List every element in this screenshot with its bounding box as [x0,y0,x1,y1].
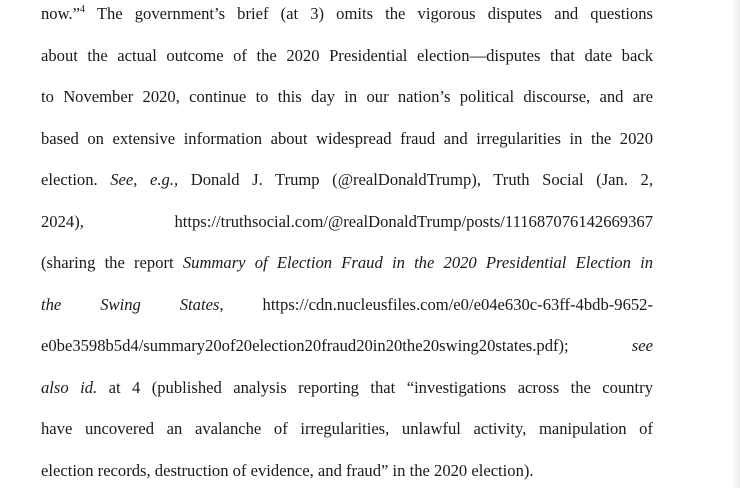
text-span: election. [41,170,111,189]
text-line [41,3,653,25]
text-line [41,128,653,150]
text-span: to November 2020, continue to this day in our nation’s political discourse, and are [41,87,653,106]
text-line [41,211,653,233]
page-edge-shadow [732,0,740,488]
italic-text: also id. [41,377,98,397]
text-span: have uncovered an avalanche of irregularities, unlawful activity, manipulation of [41,419,653,438]
text-line [41,377,653,399]
text-span: Donald J. Trump (@realDonaldTrump), Truth Social (Jan. 2, [178,170,653,189]
text-line [41,169,653,191]
text-line [41,460,653,482]
italic-text: see [631,336,653,355]
text-line [41,252,653,274]
text-span: about the actual outcome of the 2020 Presidential election—disputes that date back [41,45,653,65]
text-span: election records, destruction of evidence, and fraud” in the 2020 election). [41,460,534,480]
text-line [41,335,653,357]
text-span: (sharing the report [41,253,183,272]
text-line [41,294,653,316]
text-span: e0be3598b5d4/summary20of20election20fraud20in20the20swing20states.pdf); [41,336,632,355]
text-span: The government’s brief (at 3) omits the vigorous disputes and questions [85,4,653,23]
italic-text: the Swing States [41,294,220,314]
text-span: 2024), https://truthsocial.com/@realDonaldTrump/posts/111687076142669367 [41,211,653,231]
text-span: at 4 (published analysis reporting that “investigations across the country [97,377,653,397]
text-line [41,45,653,67]
text-line [41,418,653,440]
text-span: based on extensive information about widespread fraud and irregularities in the 2020 [41,128,653,148]
italic-text: Summary of Election Fraud in the 2020 Presidential Election in [182,253,653,272]
text-span: , https://cdn.nucleusfiles.com/e0/e04e630c-63ff-4bdb-9652- [219,294,653,314]
text-span: now.” [41,4,81,23]
footnote-marker: 4 [80,4,86,15]
italic-text: See, e.g., [110,170,179,189]
text-line [41,86,653,108]
